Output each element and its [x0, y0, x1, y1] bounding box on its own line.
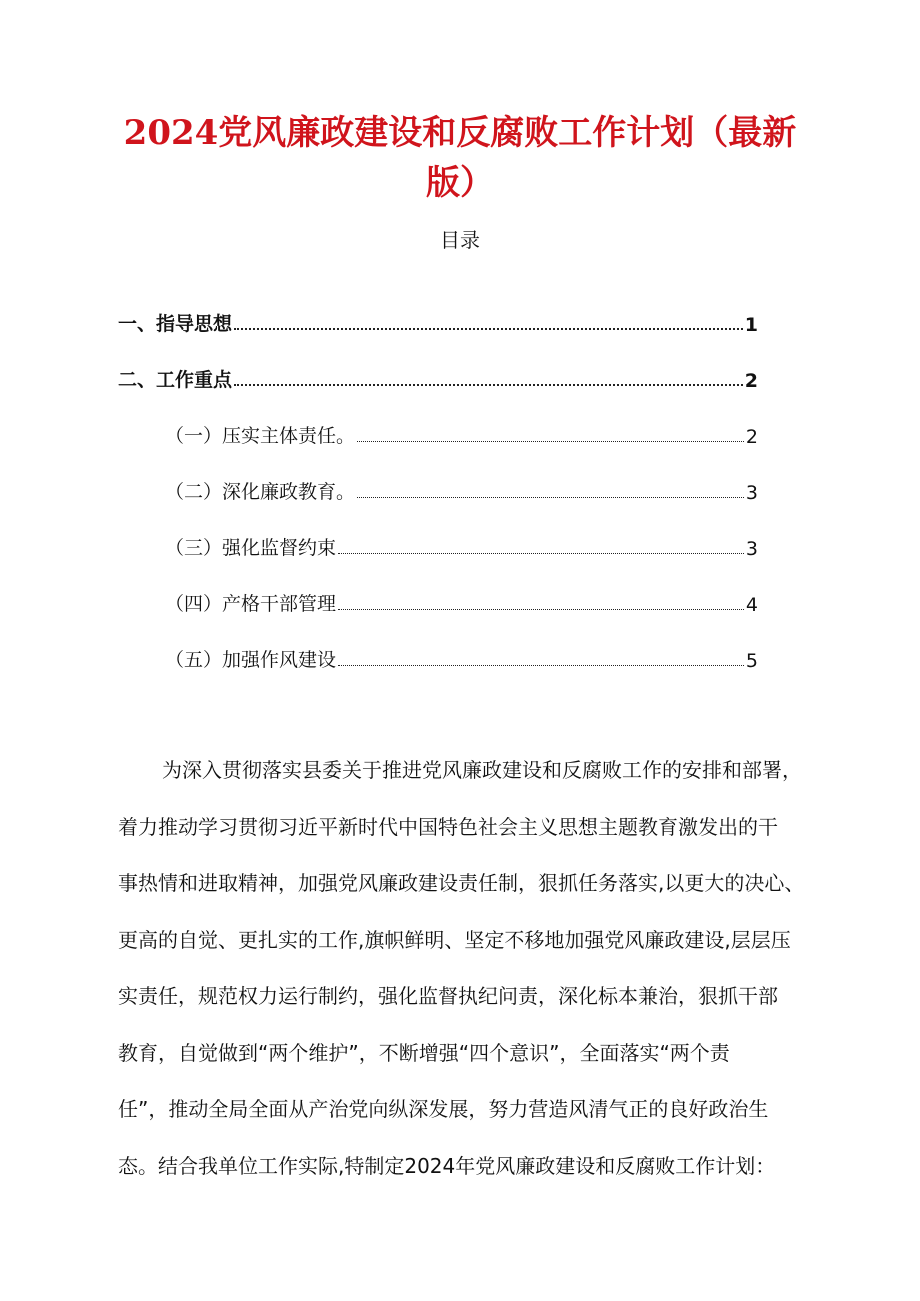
- toc-entry-page: 1: [744, 314, 758, 336]
- toc-heading: 目录: [440, 228, 480, 252]
- toc-entry-label: （四）产格干部管理: [165, 593, 337, 615]
- body-paragraph: [118, 742, 838, 1194]
- toc-leader-dots: [357, 497, 744, 498]
- toc-entry-page: 5: [745, 650, 758, 672]
- toc-entry-label: （二）深化廉政教育。: [165, 481, 356, 503]
- body-line: 为深入贯彻落实县委关于推进党风廉政建设和反腐败工作的安排和部署，: [162, 758, 802, 782]
- toc-entry-page: 2: [745, 426, 758, 448]
- toc-leader-dots: [338, 665, 744, 666]
- body-line: 教育，自觉做到“两个维护”，不断增强“四个意识”，全面落实“两个责: [118, 1040, 730, 1065]
- toc-leader-dots: [357, 441, 744, 442]
- title-line-1: 2024党风廉政建设和反腐败工作计划（最新: [123, 113, 797, 153]
- toc-entry-label: 二、工作重点: [118, 369, 233, 391]
- body-line: 着力推动学习贯彻习近平新时代中国特色社会主义思想主题教育激发出的干: [118, 814, 778, 839]
- document-title: [100, 108, 820, 208]
- toc-entry-page: 2: [744, 370, 758, 392]
- toc-entry[interactable]: [118, 504, 758, 560]
- toc-leader-dots: [338, 553, 744, 554]
- body-line: 态。结合我单位工作实际,特制定2024年党风廉政建设和反腐败工作计划：: [118, 1153, 776, 1178]
- toc-entry-page: 3: [745, 538, 758, 560]
- toc-entry-page: 4: [745, 594, 758, 616]
- toc-entry-label: （三）强化监督约束: [165, 537, 337, 559]
- toc-leader-dots: [234, 384, 743, 386]
- body-line: 实责任，规范权力运行制约，强化监督执纪问责，深化标本兼治，狠抓干部: [118, 984, 778, 1008]
- title-line-2: 版）: [426, 163, 494, 203]
- toc-entry[interactable]: [118, 336, 758, 392]
- body-line: 更高的自觉、更扎实的工作,旗帜鲜明、坚定不移地加强党风廉政建设,层层压: [118, 927, 791, 952]
- toc-entry-page: 3: [745, 482, 758, 504]
- toc-entry-label: （五）加强作风建设: [165, 649, 337, 671]
- toc-entry-label: （一）压实主体责任。: [165, 425, 356, 447]
- body-line: 事热情和进取精神，加强党风廉政建设责任制，狠抓任务落实,以更大的决心、: [118, 871, 805, 895]
- toc-leader-dots: [338, 609, 744, 610]
- toc-entry[interactable]: [118, 560, 758, 616]
- toc-entry[interactable]: [118, 448, 758, 504]
- table-of-contents: [118, 280, 758, 672]
- toc-entry[interactable]: [118, 280, 758, 336]
- toc-entry[interactable]: [118, 392, 758, 448]
- toc-leader-dots: [234, 328, 743, 330]
- toc-entry[interactable]: [118, 616, 758, 672]
- toc-entry-label: 一、指导思想: [118, 313, 233, 335]
- body-line: 任”，推动全局全面从产治党向纵深发展，努力营造风清气正的良好政治生: [118, 1097, 769, 1121]
